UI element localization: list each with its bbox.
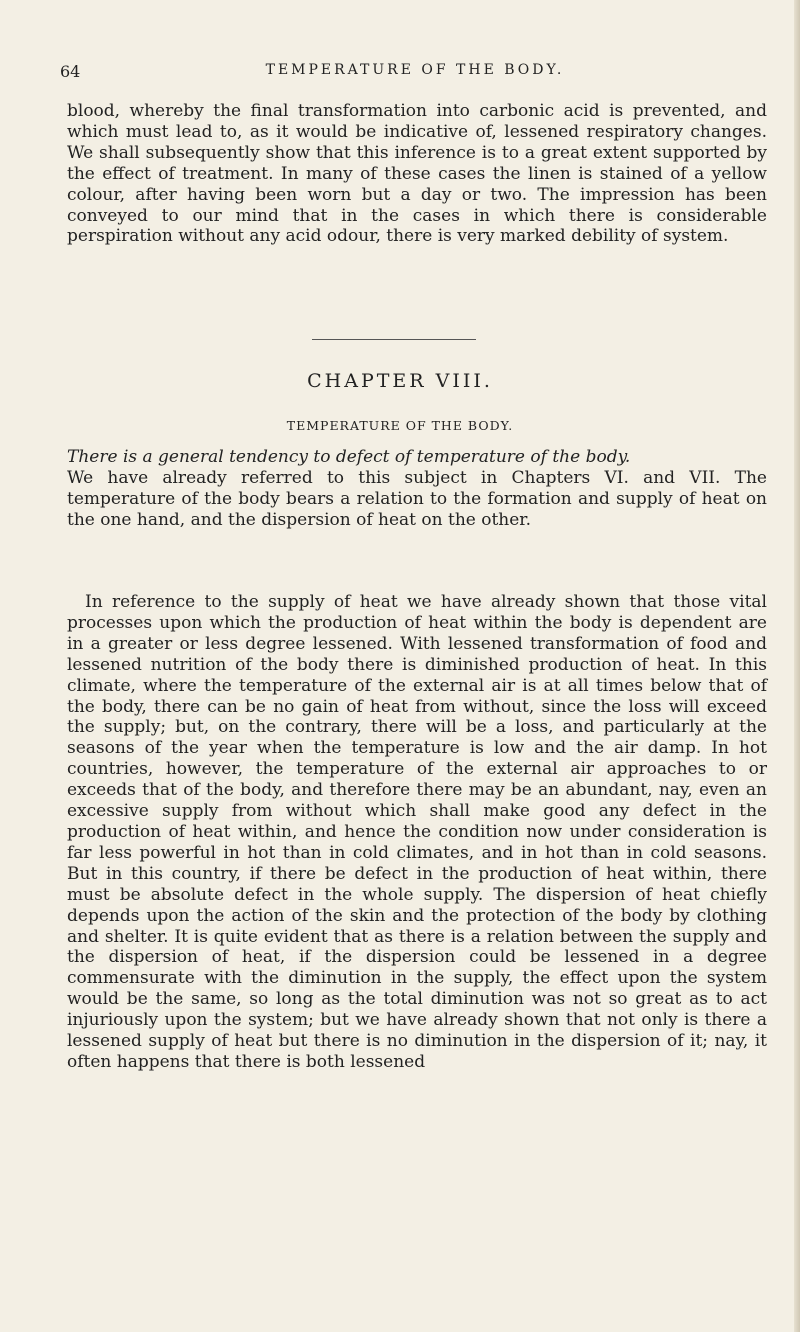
paragraph-continuation: blood, whereby the final transformation into carbonic acid is prevented, and which must lead to, as it would be indicative of, lessened respiratory changes. We shall subsequently show that this inference is to a great extent supported by the effect of treatment. In many of these cases the linen is stained of a yellow colour, after having been worn but a day or two. The impression has been conveyed to our mind that in the cases in which there is considerable perspiration without any acid odour, there is very marked debility of system. [67, 101, 767, 247]
chapter-subtitle: TEMPERATURE OF THE BODY. [286, 418, 514, 433]
running-title: TEMPERATURE OF THE BODY. [265, 62, 565, 78]
running-header [60, 62, 770, 81]
section-divider [312, 339, 476, 340]
section-lead: There is a general tendency to defect of temperature of the body. [67, 447, 631, 467]
paragraph-body: In reference to the supply of heat we have already shown that those vital processes upon which the production of heat within the body is dependent are in a greater or less degree lessened. With lessened transformation of food and lessened nutrition of the body there is diminished production of heat. In this climate, where the temperature of the external air is at all times below that of the body, there can be no gain of heat from without, since the loss will exceed the supply; but, on the contrary, there will be a loss, and particularly at the seasons of the year when the temperature is low and the air damp. In hot countries, however, the temperature of the external air approaches to or exceeds that of the body, and therefore there may be an abundant, nay, even an excessive supply from without which shall make good any defect in the production of heat within, and hence the condition now under consideration is far less powerful in hot than in cold climates, and in hot than in cold seasons. But in this country, if there be defect in the production of heat within, there must be absolute defect in the whole supply. The dispersion of heat chiefly depends upon the action of the skin and the protection of the body by clothing and shelter. It is quite evident that as there is a relation between the supply and the dispersion of heat, if the dispersion could be lessened in a degree commensurate with the diminution in the supply, the effect upon the system would be the same, so long as the total diminution was not so great as to act injuriously upon the system; but we have already shown that not only is there a lessened supply of heat but there is no diminution in the dispersion of it; nay, it often happens that there is both lessened [67, 592, 767, 1072]
page-edge [794, 0, 800, 1332]
paragraph-intro [67, 447, 767, 531]
page-number: 64 [60, 62, 81, 81]
paragraph-intro-text: We have already referred to this subject in Chapters VI. and VII. The temperature of the body bears a relation to the formation and supply of heat on the one hand, and the dispersion of heat on the other. [67, 467, 767, 530]
chapter-heading: CHAPTER VIII. [307, 370, 493, 392]
